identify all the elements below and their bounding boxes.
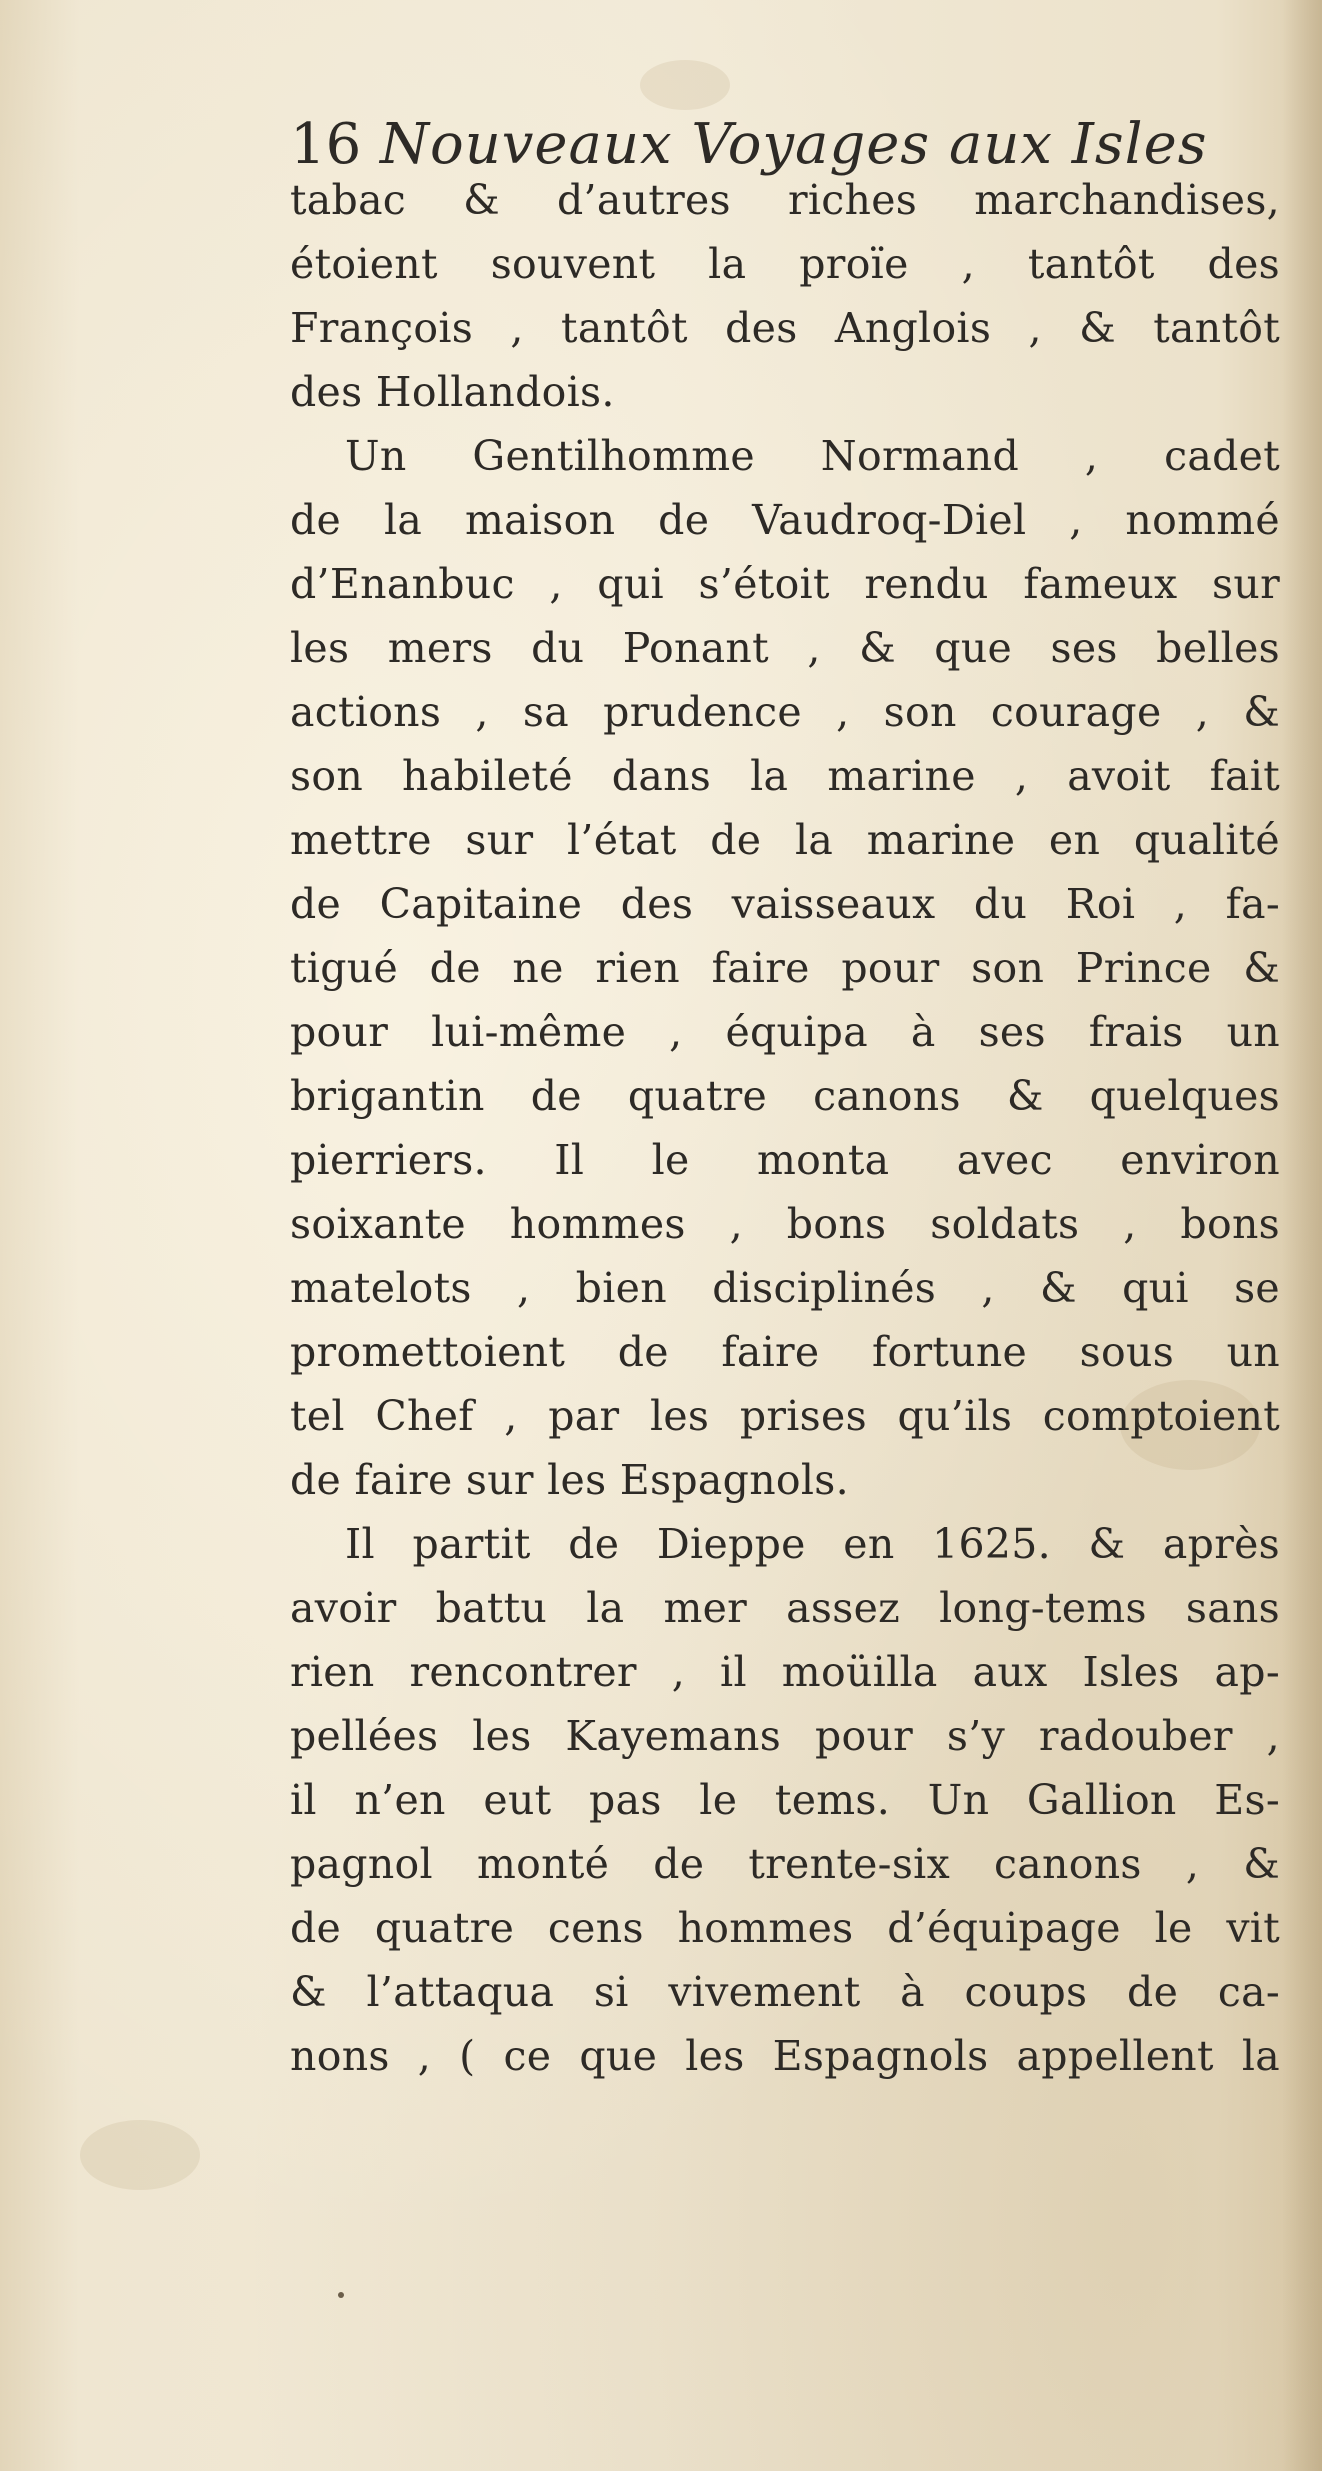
text-line: il n’en eut pas le tems. Un Gallion Es- [290, 1776, 1280, 1824]
text-line: pagnol monté de trente-six canons , & [290, 1840, 1280, 1888]
text-line: avoir battu la mer assez long-tems sans [290, 1584, 1280, 1632]
text-line: d’Enanbuc , qui s’étoit rendu fameux sur [290, 560, 1280, 608]
text-line: brigantin de quatre canons & quelques [290, 1072, 1280, 1120]
paper-stain [640, 60, 730, 110]
page-number: 16 [290, 112, 362, 177]
binding-shadow [1282, 0, 1322, 2471]
text-line: les mers du Ponant , & que ses belles [290, 624, 1280, 672]
text-line: tel Chef , par les prises qu’ils comptoient [290, 1392, 1280, 1440]
text-line: étoient souvent la proïe , tantôt des [290, 240, 1280, 288]
text-line: pour lui-même , équipa à ses frais un [290, 1008, 1280, 1056]
text-line: promettoient de faire fortune sous un [290, 1328, 1280, 1376]
text-line: & l’attaqua si vivement à coups de ca- [290, 1968, 1280, 2016]
text-line: pierriers. Il le monta avec environ [290, 1136, 1280, 1184]
text-line: Un Gentilhomme Normand , cadet [345, 432, 1280, 480]
text-line: des Hollandois. [290, 368, 615, 416]
text-line: matelots , bien disciplinés , & qui se [290, 1264, 1280, 1312]
text-line: tabac & d’autres riches marchandises, [290, 176, 1280, 224]
paper-stain [80, 2120, 200, 2190]
text-line: Il partit de Dieppe en 1625. & après [345, 1520, 1280, 1568]
text-line: son habileté dans la marine , avoit fait [290, 752, 1280, 800]
text-line: de Capitaine des vaisseaux du Roi , fa- [290, 880, 1280, 928]
text-line: de quatre cens hommes d’équipage le vit [290, 1904, 1280, 1952]
text-line: François , tantôt des Anglois , & tantôt [290, 304, 1280, 352]
running-title: Nouveaux Voyages aux Isles [380, 112, 1208, 177]
text-line: pellées les Kayemans pour s’y radouber , [290, 1712, 1280, 1760]
text-line: de faire sur les Espagnols. [290, 1456, 849, 1504]
text-line: de la maison de Vaudroq-Diel , nommé [290, 496, 1280, 544]
text-line: rien rencontrer , il moüilla aux Isles ap- [290, 1648, 1280, 1696]
text-line: soixante hommes , bons soldats , bons [290, 1200, 1280, 1248]
text-line: nons , ( ce que les Espagnols appellent la [290, 2032, 1280, 2080]
ink-speck [338, 2292, 344, 2298]
text-line: mettre sur l’état de la marine en qualité [290, 816, 1280, 864]
body-text [290, 168, 1280, 2088]
text-line: actions , sa prudence , son courage , & [290, 688, 1280, 736]
text-line: tigué de ne rien faire pour son Prince & [290, 944, 1280, 992]
